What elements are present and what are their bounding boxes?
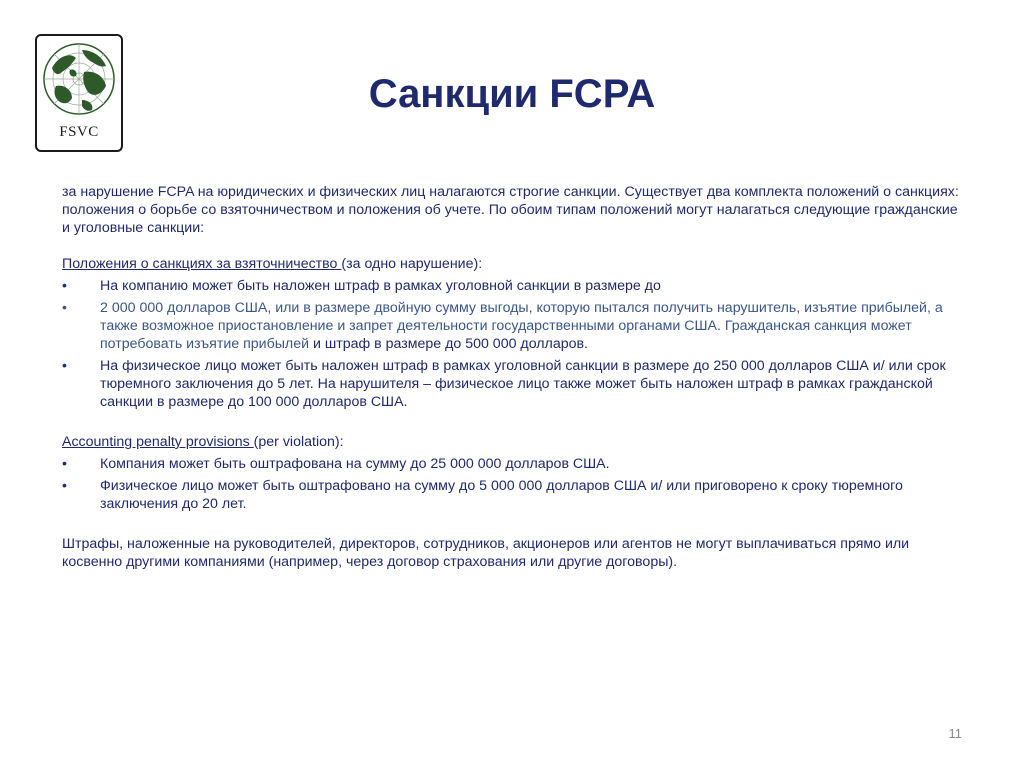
- bullet-icon: •: [62, 278, 67, 294]
- page-number: 11: [948, 726, 962, 741]
- slide-title: Санкции FCPA: [368, 72, 656, 116]
- bullet-icon: •: [62, 300, 67, 316]
- list-item: • 2 000 000 долларов США, или в размере двойную сумму выгоды, которую пытался получить нарушитель, изъятие прибылей, а также возможное приостановление и запрет деятельности государственными органами США. Гражданская санкция может потребовать изъятие прибылей и штраф в размере до 500 000 долларов.: [62, 300, 943, 352]
- heading-rest-text: (за одно нарушение):: [341, 256, 483, 272]
- bullet-icon: •: [62, 358, 67, 374]
- logo-text: FSVC: [59, 124, 99, 140]
- list-item: • На компанию может быть наложен штраф в рамках уголовной санкции в размере до: [62, 278, 661, 294]
- slide-content: [62, 183, 967, 571]
- bribery-provisions-list: [62, 277, 967, 411]
- bullet-icon: •: [62, 478, 67, 494]
- intro-paragraph: за нарушение FCPA на юридических и физических лиц налагаются строгие санкции. Существует два комплекта положений о санкциях: положения о борьбе со взяточничеством и положения об учете. По обоим типам положений могут налагаться следующие гражданские и уголовные санкции:: [62, 184, 959, 236]
- heading-underlined-text: Положения о санкциях за взяточничество: [62, 256, 342, 272]
- list-item: • Компания может быть оштрафована на сумму до 25 000 000 долларов США.: [62, 456, 610, 472]
- list-item: • Физическое лицо может быть оштрафовано на сумму до 5 000 000 долларов США и/ или приговорено к сроку тюремного заключения до 20 лет.: [62, 478, 903, 512]
- list-item: • На физическое лицо может быть наложен штраф в рамках уголовной санкции в размере до 250 000 долларов США и/ или срок тюремного заключения до 5 лет. На нарушителя – физическое лицо также может быть наложен штраф в рамках гражданской санкции в размере до 100 000 долларов США.: [62, 358, 946, 410]
- accounting-provisions-heading: [62, 433, 967, 451]
- heading-underlined-text: Accounting penalty provisions: [62, 434, 254, 450]
- accounting-provisions-list: [62, 455, 967, 513]
- bullet-icon: •: [62, 456, 67, 472]
- heading-rest-text: (per violation):: [253, 434, 344, 450]
- bribery-provisions-heading: [62, 255, 967, 273]
- closing-paragraph: Штрафы, наложенные на руководителей, директоров, сотрудников, акционеров или агентов не могут выплачиваться прямо или косвенно другими компаниями (например, через договор страхования или другие договоры).: [62, 536, 910, 570]
